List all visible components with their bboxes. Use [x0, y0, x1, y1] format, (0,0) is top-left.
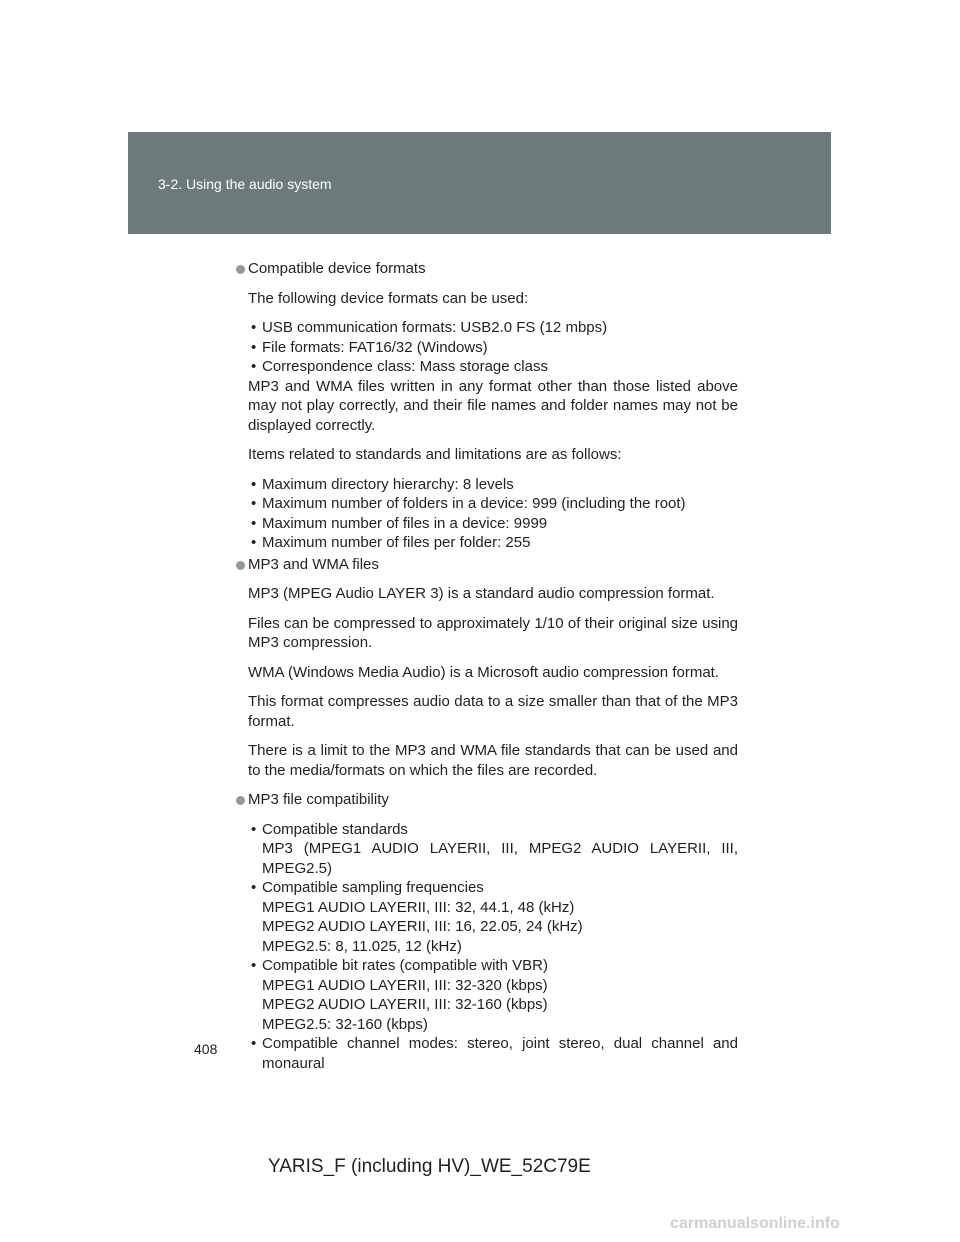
list-item: • Maximum number of folders in a device: 999 (including the root) [248, 494, 738, 514]
list-sub-line: MPEG2.5: 32-160 (kbps) [262, 1015, 428, 1033]
bullet-list [236, 318, 738, 377]
list-sub-line: MPEG2 AUDIO LAYERII, III: 32-160 (kbps) [262, 996, 548, 1013]
list-item: • Maximum directory hierarchy: 8 levels [248, 475, 738, 495]
paragraph: There is a limit to the MP3 and WMA file standards that can be used and to the media/formats on which the files are recorded. [248, 742, 738, 779]
section-title: 3-2. Using the audio system [158, 176, 332, 192]
paragraph: This format compresses audio data to a size smaller than that of the MP3 format. [248, 693, 738, 730]
paragraph: MP3 (MPEG Audio LAYER 3) is a standard audio compression format. [248, 585, 715, 602]
section-heading: MP3 file compatibility [236, 790, 738, 810]
paragraph: Files can be compressed to approximately 1/10 of their original size using MP3 compression. [248, 614, 738, 651]
paragraph: The following device formats can be used: [248, 289, 529, 307]
paragraph: Items related to standards and limitations are as follows: [248, 446, 622, 463]
page-number: 408 [194, 1041, 218, 1057]
list-sub-line: MPEG2.5: 8, 11.025, 12 (kHz) [262, 937, 462, 955]
page-content [236, 259, 738, 1073]
bullet-list [236, 820, 738, 1074]
paragraph: MP3 and WMA files written in any format other than those listed above may not play correctly, and their file names and folder names may not be displayed correctly. [248, 377, 738, 434]
document-code: YARIS_F (including HV)_WE_52C79E [268, 1156, 591, 1177]
list-item: • Compatible channel modes: stereo, joint stereo, dual channel and monaural [248, 1034, 738, 1073]
section-heading: Compatible device formats [236, 259, 738, 279]
bullet-circle-icon [236, 796, 245, 805]
list-item: • Maximum number of files in a device: 9999 [248, 514, 738, 534]
bullet-list [236, 475, 738, 553]
list-item: • USB communication formats: USB2.0 FS (12 mbps) [248, 318, 738, 338]
bullet-circle-icon [236, 561, 245, 570]
list-item: • Compatible sampling frequencies MPEG1 AUDIO LAYERII, III: 32, 44.1, 48 (kHz) MPEG2 AUDIO LAYERII, III: 16, 22.05, 24 (kHz) MPEG2.5: 8, 11.025, 12 (kHz) [248, 878, 738, 956]
list-item: • Compatible standards MP3 (MPEG1 AUDIO LAYERII, III, MPEG2 AUDIO LAYERII, III, MPEG2.5) [248, 820, 738, 879]
paragraph: WMA (Windows Media Audio) is a Microsoft audio compression format. [248, 663, 719, 681]
list-item: • Correspondence class: Mass storage class [248, 357, 738, 377]
list-item: • Maximum number of files per folder: 255 [248, 533, 738, 553]
list-sub-line: MPEG1 AUDIO LAYERII, III: 32, 44.1, 48 (kHz) [262, 898, 575, 916]
watermark-logo: carmanualsonline.info [670, 1215, 840, 1232]
section-heading: MP3 and WMA files [236, 555, 738, 575]
list-sub-line: MP3 (MPEG1 AUDIO LAYERII, III, MPEG2 AUDIO LAYERII, III, MPEG2.5) [262, 840, 738, 877]
list-item: • File formats: FAT16/32 (Windows) [248, 338, 738, 358]
header-band [128, 132, 831, 234]
bullet-circle-icon [236, 265, 245, 274]
list-sub-line: MPEG1 AUDIO LAYERII, III: 32-320 (kbps) [262, 976, 548, 994]
list-item: • Compatible bit rates (compatible with VBR) MPEG1 AUDIO LAYERII, III: 32-320 (kbps) MPEG2 AUDIO LAYERII, III: 32-160 (kbps) MPEG2.5: 32-160 (kbps) [248, 956, 738, 1034]
list-sub-line: MPEG2 AUDIO LAYERII, III: 16, 22.05, 24 (kHz) [262, 918, 583, 935]
